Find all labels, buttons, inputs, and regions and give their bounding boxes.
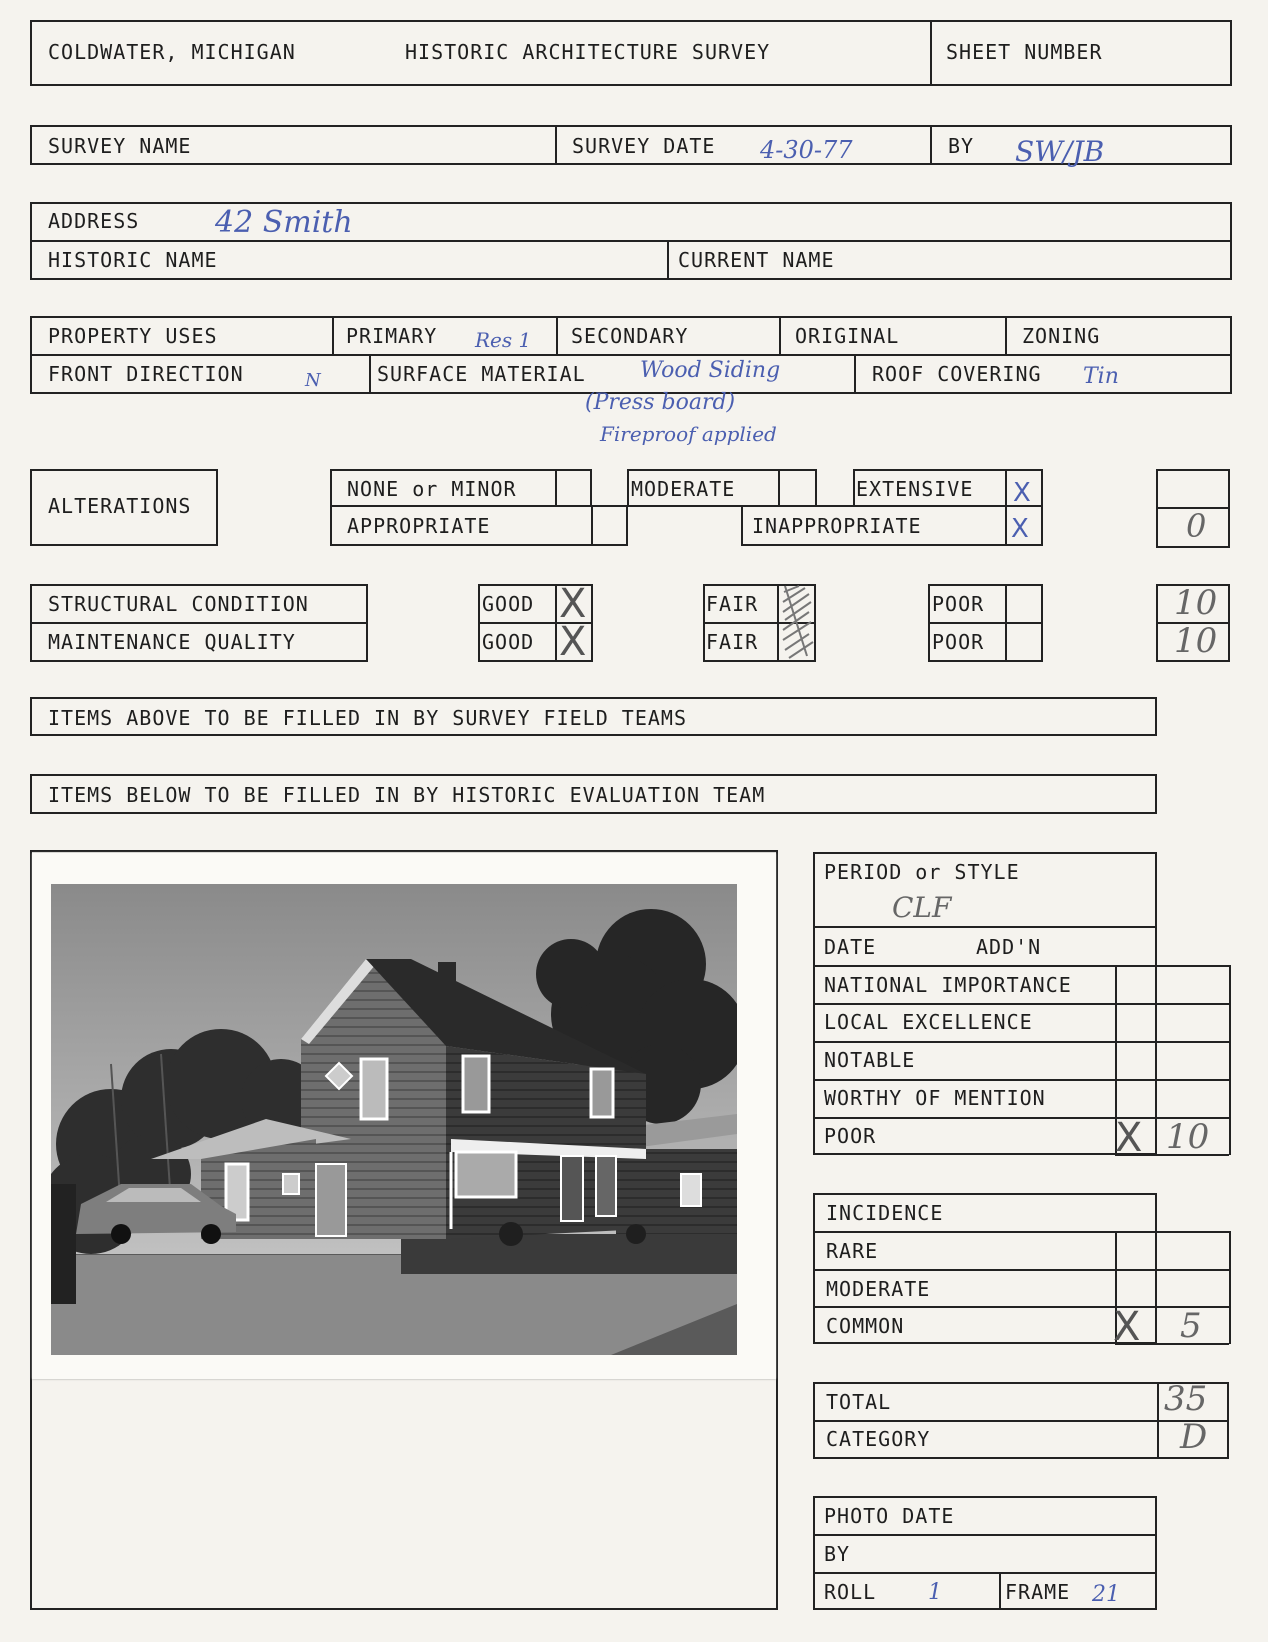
maintenance-poor-label: POOR (932, 630, 985, 654)
structural-good-label: GOOD (482, 592, 535, 616)
maintenance-score[interactable]: 10 (1174, 621, 1218, 661)
evaluation-poor-check[interactable]: X (1115, 1115, 1143, 1161)
alterations-score[interactable]: 0 (1186, 507, 1207, 545)
period-style-label: PERIOD or STYLE (824, 860, 1020, 884)
surface-material-label: SURFACE MATERIAL (377, 362, 586, 386)
secondary-label: SECONDARY (571, 324, 689, 348)
structural-fair-label: FAIR (706, 592, 759, 616)
national-importance-label: NATIONAL IMPORTANCE (824, 973, 1072, 997)
total-value[interactable]: 35 (1164, 1379, 1208, 1419)
survey-date-label: SURVEY DATE (572, 134, 716, 158)
surface-material-note1[interactable]: (Press board) (585, 390, 736, 415)
maintenance-good-label: GOOD (482, 630, 535, 654)
moderate-label: MODERATE (631, 477, 736, 501)
photo-date-label: PHOTO DATE (824, 1504, 955, 1528)
surface-material-value[interactable]: Wood Siding (640, 358, 781, 383)
items-above-note: ITEMS ABOVE TO BE FILLED IN BY SURVEY FIELD TEAMS (48, 706, 688, 730)
category-label: CATEGORY (826, 1427, 931, 1451)
items-below-note: ITEMS BELOW TO BE FILLED IN BY HISTORIC EVALUATION TEAM (48, 783, 766, 807)
evaluation-poor-score[interactable]: 10 (1166, 1117, 1210, 1157)
total-label: TOTAL (826, 1390, 892, 1414)
structural-poor-label: POOR (932, 592, 985, 616)
roll-value[interactable]: 1 (928, 1580, 942, 1605)
primary-value[interactable]: Res 1 (475, 328, 532, 352)
category-value[interactable]: D (1180, 1417, 1208, 1457)
survey-by-label: BY (948, 134, 975, 158)
worthy-of-mention-label: WORTHY OF MENTION (824, 1086, 1046, 1110)
appropriate-label: APPROPRIATE (347, 514, 491, 538)
address-label: ADDRESS (48, 209, 140, 233)
property-uses-label: PROPERTY USES (48, 324, 218, 348)
inappropriate-label: INAPPROPRIATE (752, 514, 922, 538)
rare-label: RARE (826, 1239, 879, 1263)
city-title: COLDWATER, MICHIGAN (48, 40, 296, 64)
zoning-label: ZONING (1022, 324, 1101, 348)
structural-score[interactable]: 10 (1174, 583, 1218, 623)
frame-label: FRAME (1005, 1580, 1071, 1604)
current-name-label: CURRENT NAME (678, 248, 835, 272)
inappropriate-check[interactable]: X (1011, 514, 1029, 544)
notable-label: NOTABLE (824, 1048, 916, 1072)
incidence-label: INCIDENCE (826, 1201, 944, 1225)
local-excellence-label: LOCAL EXCELLENCE (824, 1010, 1033, 1034)
surface-material-note2[interactable]: Fireproof applied (600, 422, 777, 446)
roll-label: ROLL (824, 1580, 877, 1604)
historic-name-label: HISTORIC NAME (48, 248, 218, 272)
maintenance-fair-label: FAIR (706, 630, 759, 654)
photo-by-label: BY (824, 1542, 851, 1566)
maintenance-quality-label: MAINTENANCE QUALITY (48, 630, 296, 654)
common-label: COMMON (826, 1314, 905, 1338)
front-direction-label: FRONT DIRECTION (48, 362, 244, 386)
structural-good-check[interactable]: X (559, 581, 587, 627)
common-score[interactable]: 5 (1180, 1306, 1202, 1346)
extensive-label: EXTENSIVE (856, 477, 974, 501)
primary-label: PRIMARY (346, 324, 438, 348)
addn-label: ADD'N (976, 935, 1042, 959)
evaluation-poor-label: POOR (824, 1124, 877, 1148)
sheet-number-label: SHEET NUMBER (946, 40, 1103, 64)
roof-covering-label: ROOF COVERING (872, 362, 1042, 386)
alterations-label: ALTERATIONS (48, 494, 192, 518)
survey-title: HISTORIC ARCHITECTURE SURVEY (405, 40, 771, 64)
common-check[interactable]: X (1113, 1304, 1141, 1350)
house-photo (51, 884, 737, 1355)
incidence-moderate-label: MODERATE (826, 1277, 931, 1301)
fair-scribble-icon (779, 582, 819, 660)
survey-date-value[interactable]: 4-30-77 (760, 136, 853, 164)
survey-name-label: SURVEY NAME (48, 134, 192, 158)
date-label: DATE (824, 935, 877, 959)
period-style-value[interactable]: CLF (892, 891, 952, 924)
none-minor-label: NONE or MINOR (347, 477, 517, 501)
structural-condition-label: STRUCTURAL CONDITION (48, 592, 309, 616)
front-direction-value[interactable]: N (305, 370, 321, 391)
address-value[interactable]: 42 Smith (215, 205, 353, 240)
survey-by-value[interactable]: SW/JB (1015, 135, 1105, 168)
extensive-check[interactable]: X (1013, 478, 1031, 508)
maintenance-good-check[interactable]: X (559, 619, 587, 665)
original-label: ORIGINAL (795, 324, 900, 348)
roof-covering-value[interactable]: Tin (1083, 364, 1119, 389)
frame-value[interactable]: 21 (1092, 1582, 1120, 1607)
